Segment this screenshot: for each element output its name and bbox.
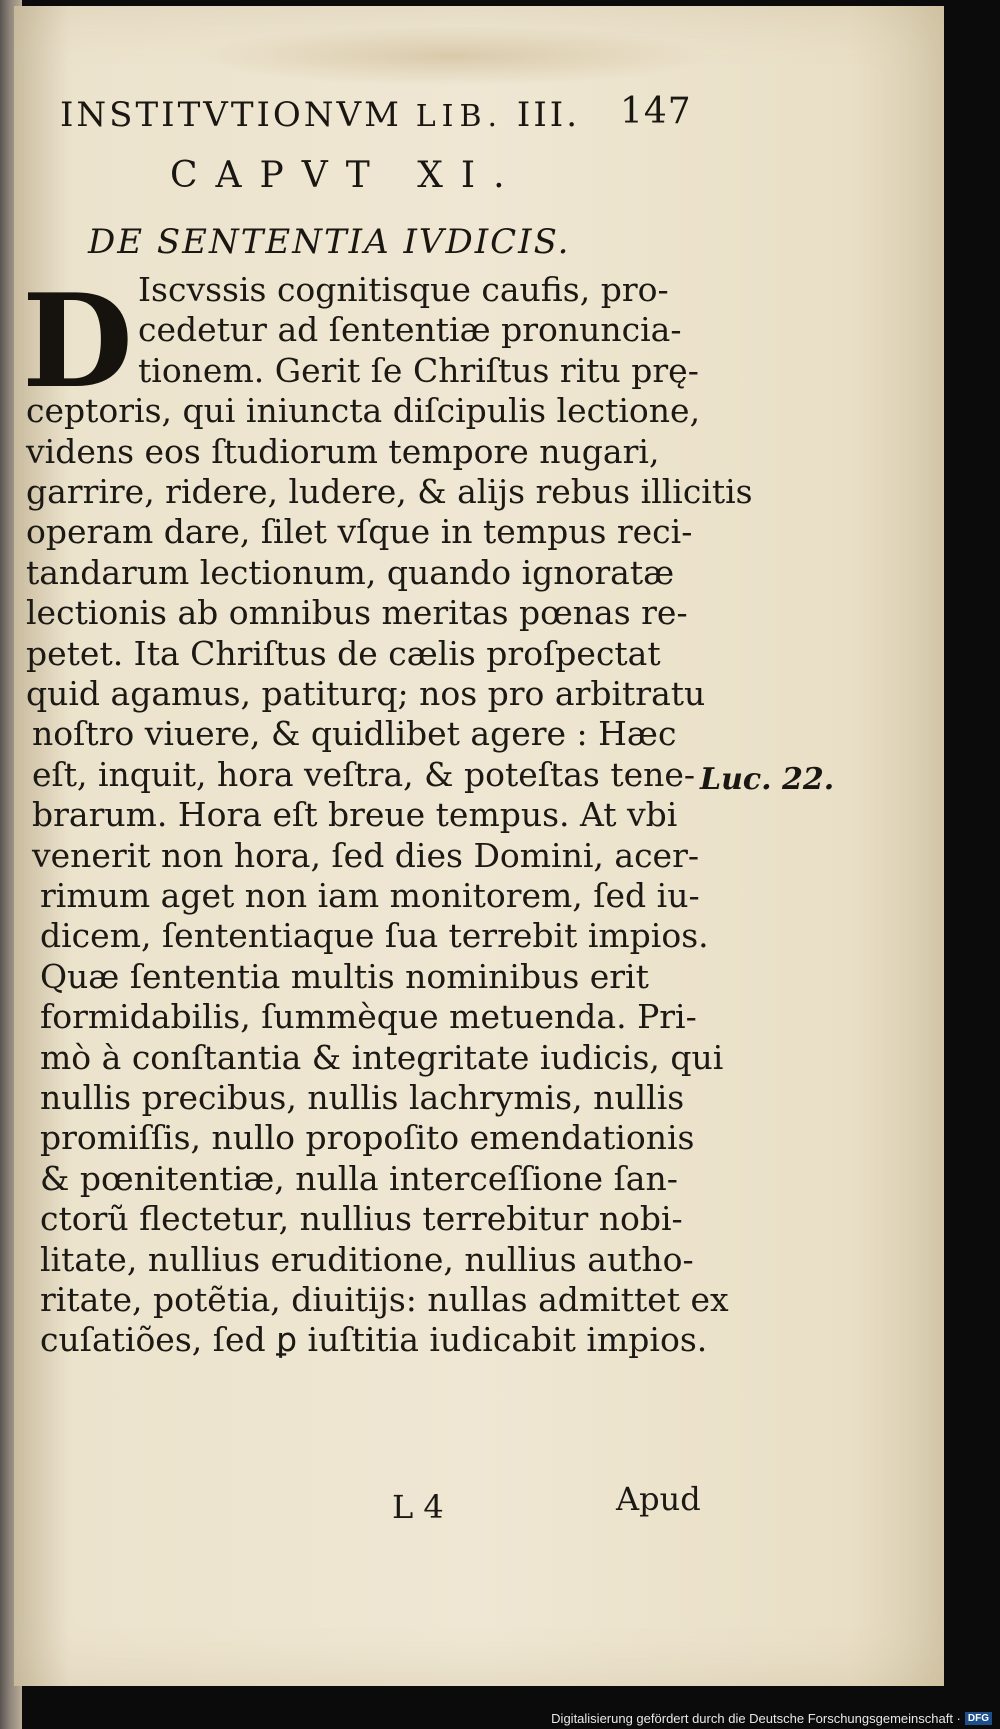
catchword: Apud	[616, 1480, 701, 1518]
footer-bar	[440, 1707, 1000, 1729]
text-line: noſtro viuere, & quidlibet agere : Hæc	[32, 714, 677, 754]
text-line: quid agamus, patiturq; nos pro arbitratu	[26, 674, 706, 713]
text-line: garrire, ridere, ludere, & alijs rebus illicitis	[26, 472, 753, 511]
text-line: petet. Ita Chriſtus de cælis proſpectat	[26, 633, 661, 673]
text-line: ceptoris, qui iniuncta diſcipulis lectione,	[26, 391, 701, 431]
text-line: tandarum lectionum, quando ignoratæ	[26, 552, 675, 592]
text-line: mò à conſtantia & integritate iudicis, qui	[40, 1037, 724, 1077]
text-line: cedetur ad ſententiæ pronuncia-	[138, 310, 682, 350]
running-title: INSTITVTIONVM	[60, 95, 402, 135]
text-line: lectionis ab omnibus meritas pœnas re-	[26, 593, 688, 633]
text-line: & pœnitentiæ, nulla interceſſione ſan-	[40, 1158, 678, 1198]
book-number: III.	[516, 95, 581, 135]
running-header	[60, 91, 692, 145]
text-line: litate, nullius eruditione, nullius autho-	[40, 1239, 694, 1279]
text-line: tionem. Gerit ſe Chriſtus ritu prę-	[138, 350, 699, 390]
footer-credit: Digitalisierung gefördert durch die Deutsche Forschungsgemeinschaft ·	[551, 1710, 961, 1726]
text-line: rimum aget non iam monitorem, ſed iu-	[40, 876, 700, 915]
dfg-logo: DFG	[965, 1712, 992, 1725]
text-line: formidabilis, ſummèque metuenda. Pri-	[40, 997, 697, 1037]
text-line: cuſatiões, ſed ꝑ iuſtitia iudicabit impios.	[40, 1320, 708, 1360]
page-number: 147	[620, 91, 692, 132]
text-line: venerit non hora, ſed dies Domini, acer-	[32, 835, 700, 875]
text-line: ctorũ flectetur, nullius terrebitur nobi-	[40, 1199, 683, 1239]
text-line: Quæ ſententia multis nominibus erit	[40, 956, 649, 996]
signature-mark: L 4	[392, 1488, 444, 1526]
section-title: DE SENTENTIA IVDICIS.	[88, 222, 571, 262]
text-line: ritate, potẽtia, diuitijs: nullas admittet ex	[40, 1280, 729, 1319]
text-line: dicem, ſententiaque ſua terrebit impios.	[40, 916, 709, 956]
drop-cap: D	[22, 267, 133, 417]
text-line: promiſſis, nullo propoſito emendationis	[40, 1118, 695, 1158]
text-line: videns eos ſtudiorum tempore nugari,	[26, 431, 660, 471]
text-line: Iscvssis cognitisque caufis, pro-	[138, 270, 669, 309]
text-line: operam dare, ſilet vſque in tempus reci-	[26, 512, 693, 552]
text-line: eſt, inquit, hora veſtra, & poteſtas tene-	[32, 754, 696, 794]
chapter-heading: CAPVT XI.	[170, 155, 523, 196]
paper-stain	[194, 26, 714, 86]
book-label: LIB.	[415, 99, 504, 134]
text-line: nullis precibus, nullis lachrymis, nullis	[40, 1078, 685, 1117]
margin-note: Luc. 22.	[700, 762, 835, 797]
text-line: brarum. Hora eſt breue tempus. At vbi	[32, 795, 678, 835]
